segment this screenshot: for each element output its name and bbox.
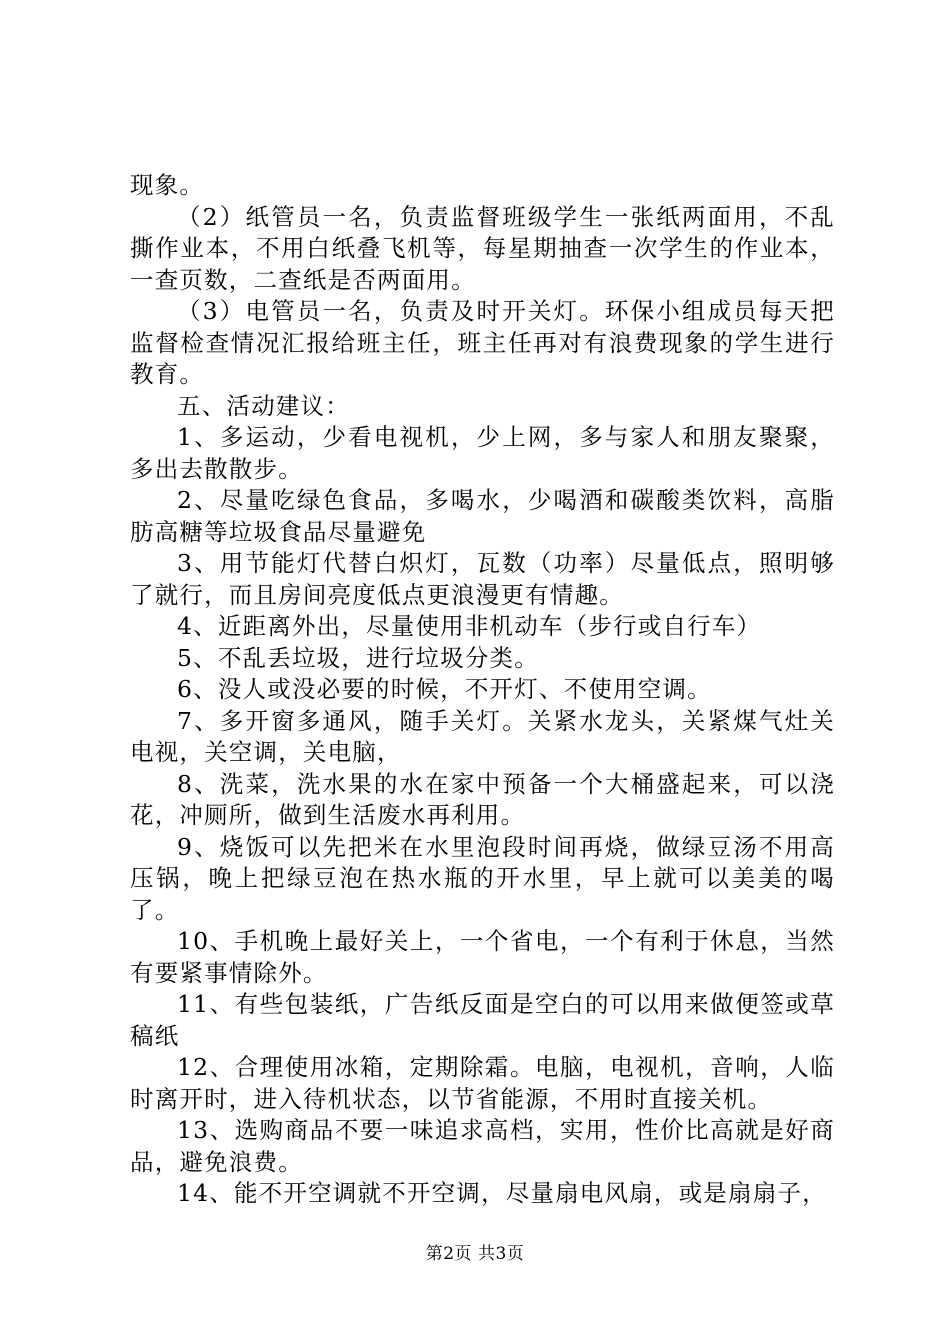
section-heading-suggestions: 五、活动建议： xyxy=(177,391,350,420)
suggestion-item-12: 12、合理使用冰箱，定期除霜。电脑，电视机，音响，人临时离开时，进入待机状态，以节省能源，不用时直接关机。 xyxy=(130,1053,835,1113)
page-number-footer: 第2页 共3页 xyxy=(425,1244,525,1264)
suggestion-item-3: 3、用节能灯代替白炽灯，瓦数（功率）尽量低点，照明够了就行，而且房间亮度低点更浪漫更有情趣。 xyxy=(130,549,835,609)
document-body xyxy=(130,170,835,1210)
suggestion-item-4: 4、近距离外出，尽量使用非机动车（步行或自行车） xyxy=(177,612,762,640)
suggestion-item-8: 8、洗菜，洗水果的水在家中预备一个大桶盛起来，可以浇花，冲厕所，做到生活废水再利用。 xyxy=(130,769,835,829)
paragraph-power-monitor: （3）电管员一名，负责及时开关灯。环保小组成员每天把监督检查情况汇报给班主任，班主任再对有浪费现象的学生进行教育。 xyxy=(130,297,835,388)
suggestion-item-2: 2、尽量吃绿色食品，多喝水，少喝酒和碳酸类饮料，高脂肪高糖等垃圾食品尽量避免 xyxy=(130,486,835,546)
suggestion-item-11: 11、有些包装纸，广告纸反面是空白的可以用来做便签或草稿纸 xyxy=(130,990,835,1050)
suggestion-item-9: 9、烧饭可以先把米在水里泡段时间再烧，做绿豆汤不用高压锅，晚上把绿豆泡在热水瓶的开水里，早上就可以美美的喝了。 xyxy=(130,832,835,924)
suggestion-item-14: 14、能不开空调就不开空调，尽量扇电风扇，或是扇扇子， xyxy=(177,1179,827,1207)
suggestion-item-6: 6、没人或没必要的时候，不开灯、不使用空调。 xyxy=(177,675,712,703)
suggestion-item-1: 1、多运动，少看电视机，少上网，多与家人和朋友聚聚，多出去散散步。 xyxy=(130,423,835,483)
paragraph-continuation: 现象。 xyxy=(130,171,205,199)
suggestion-item-10: 10、手机晚上最好关上，一个省电，一个有利于休息，当然有要紧事情除外。 xyxy=(130,927,835,987)
paragraph-paper-monitor: （2）纸管员一名，负责监督班级学生一张纸两面用，不乱撕作业本，不用白纸叠飞机等，每星期抽查一次学生的作业本，一查页数，二查纸是否两面用。 xyxy=(130,202,835,294)
suggestion-item-13: 13、选购商品不要一味追求高档，实用，性价比高就是好商品，避免浪费。 xyxy=(130,1116,835,1176)
suggestion-item-5: 5、不乱丢垃圾，进行垃圾分类。 xyxy=(177,643,539,672)
suggestion-item-7: 7、多开窗多通风，随手关灯。关紧水龙头，关紧煤气灶关电视，关空调，关电脑， xyxy=(130,706,835,766)
